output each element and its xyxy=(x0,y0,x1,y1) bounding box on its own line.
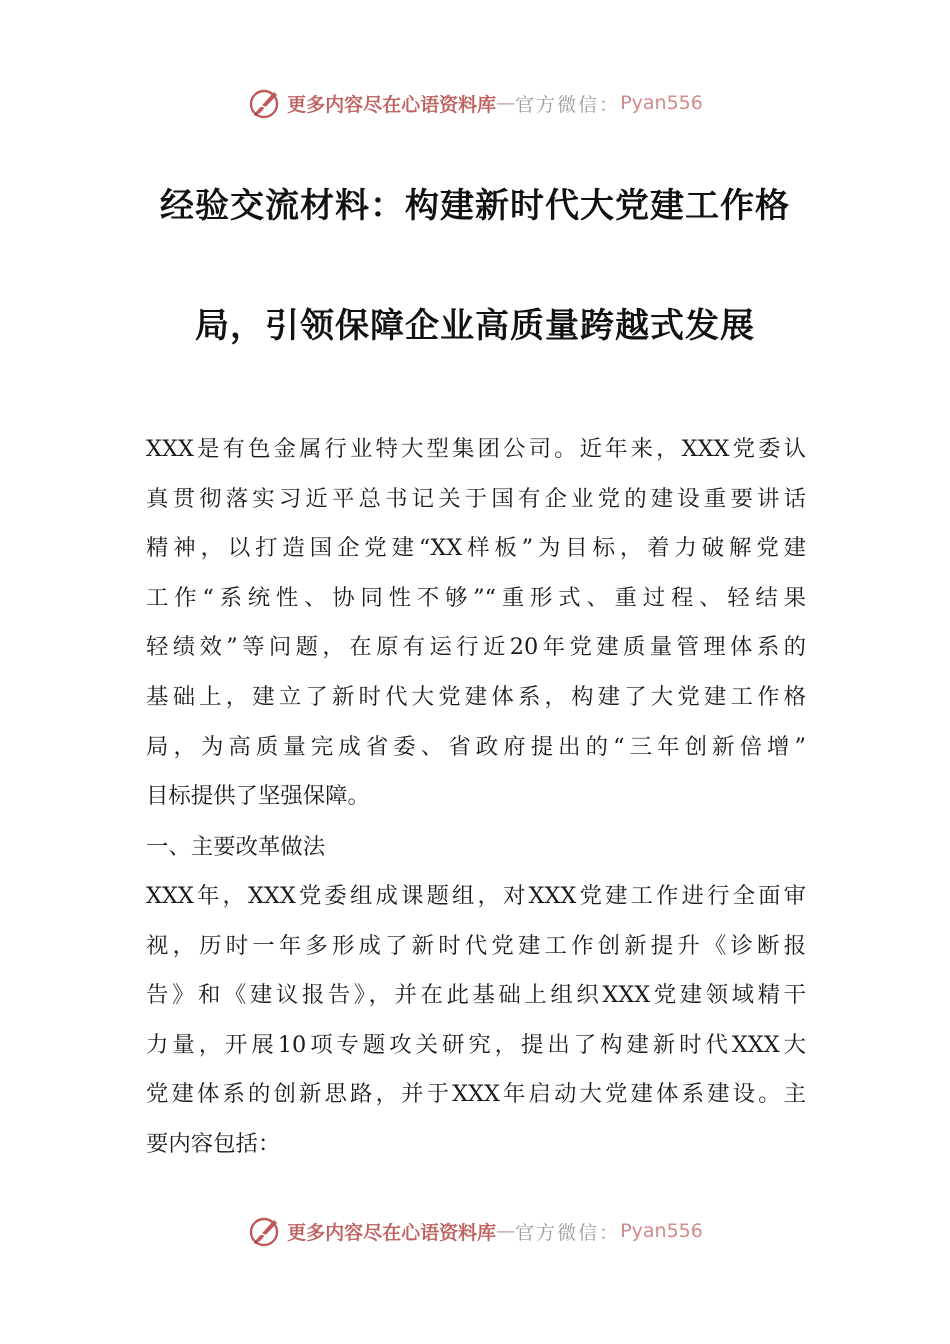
text-line: XXX年，XXX党委组成课题组，对XXX党建工作进行全面审 xyxy=(146,883,806,909)
document-title-line-2: 局，引领保障企业高质量跨越式发展 xyxy=(195,306,755,346)
watermark-brand: 更多内容尽在心语资料库 xyxy=(287,1221,497,1244)
section-heading xyxy=(146,823,806,873)
watermark-wechat-id: Pyan556 xyxy=(620,92,703,114)
pen-logo-icon xyxy=(247,85,283,121)
watermark-dash: — xyxy=(496,1220,516,1242)
paragraph-reform xyxy=(146,872,806,1170)
text-line: 局，为高质量完成省委、省政府提出的“三年创新倍增” xyxy=(146,733,806,760)
watermark-footer xyxy=(0,1211,950,1251)
text-line: 力量，开展10项专题攻关研究，提出了构建新时代XXX大 xyxy=(146,1031,806,1058)
text-line: 视，历时一年多形成了新时代党建工作创新提升《诊断报 xyxy=(146,932,806,959)
watermark-brand: 更多内容尽在心语资料库 xyxy=(287,93,497,116)
text-line: 轻绩效”等问题，在原有运行近20年党建质量管理体系的 xyxy=(146,634,806,661)
document-title-line-1: 经验交流材料：构建新时代大党建工作格 xyxy=(160,186,790,226)
text-line: 工作“系统性、协同性不够”“重形式、重过程、轻结果 xyxy=(146,584,806,611)
text-line: XXX是有色金属行业特大型集团公司。近年来，XXX党委认 xyxy=(146,436,806,462)
pen-logo-icon xyxy=(247,1213,283,1249)
paragraph-intro xyxy=(146,425,806,822)
text-line: 目标提供了坚强保障。 xyxy=(146,783,370,810)
section-heading-text: 一、主要改革做法 xyxy=(146,834,326,860)
text-line: 要内容包括： xyxy=(146,1130,281,1157)
text-line: 党建体系的创新思路，并于XXX年启动大党建体系建设。主 xyxy=(146,1081,806,1108)
text-line: 精神，以打造国企党建“XX样板”为目标，着力破解党建 xyxy=(146,535,806,562)
watermark-header xyxy=(0,83,950,123)
watermark-official-label: 官方微信： xyxy=(515,1221,621,1244)
watermark-official-label: 官方微信： xyxy=(515,93,621,116)
watermark-dash: — xyxy=(496,92,516,114)
watermark-wechat-id: Pyan556 xyxy=(620,1220,703,1242)
text-line: 告》和《建议报告》，并在此基础上组织XXX党建领域精干 xyxy=(146,982,806,1009)
text-line: 真贯彻落实习近平总书记关于国有企业党的建设重要讲话 xyxy=(146,485,806,512)
text-line: 基础上，建立了新时代大党建体系，构建了大党建工作格 xyxy=(146,683,806,710)
